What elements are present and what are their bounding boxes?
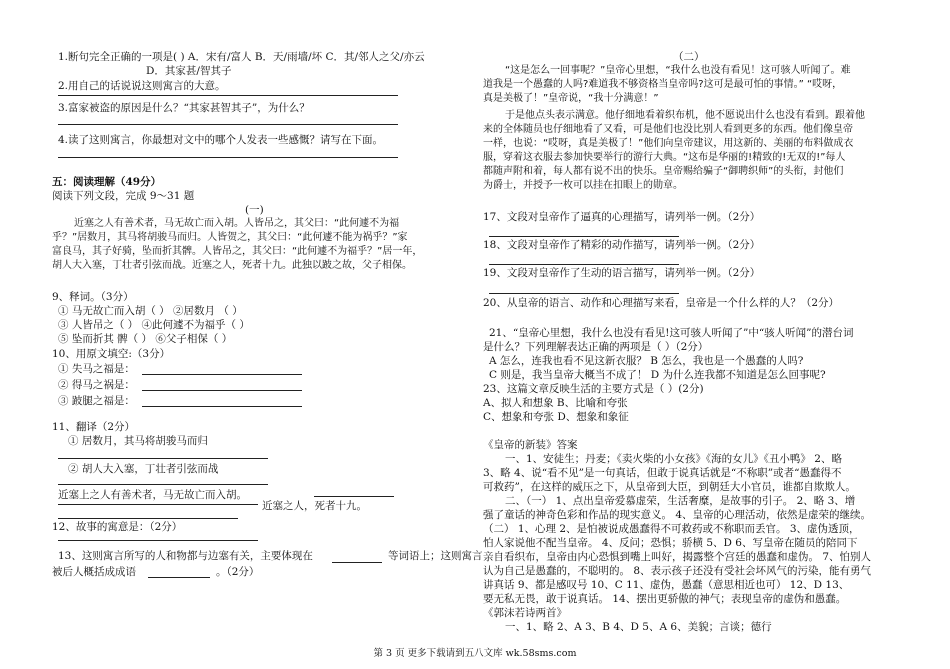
answer-line-text: （二） 1、心理 2、是怕被说成愚蠢得不可救药或不称职而丢官。 3、虚伪透顶，: [483, 523, 860, 535]
question-11: 11、翻译（2分）: [52, 421, 136, 433]
question-21-option: C 则是，我当皇帝大概当不成了！ D 为什么连我都不知道是怎么回事呢?: [489, 369, 826, 381]
question-19: 19、文段对皇帝作了生动的语言描写，请列举一例。（2分）: [483, 267, 761, 279]
question-10-item: ② 得马之祸是：: [58, 379, 135, 391]
answer-line: [314, 496, 394, 497]
answer-line-text: 强了童话的神奇色彩和作品的现实意义。 4、皇帝的心理活动，依然是虚荣的继续。: [483, 509, 872, 521]
part-1-heading: (一): [245, 204, 264, 216]
passage-line: 乎？”居数月，其马将胡骏马而归。人皆贺之，其父曰：“此何遽不能为祸乎？”家: [52, 232, 408, 243]
answer-line: [489, 264, 679, 265]
question-21-cont: 是什么？下列理解表达正确的两项是（ ）（2分）: [483, 341, 709, 353]
answer-line-text: 要无私无畏，敢于说真话。 14、摆出更骄傲的神气；表现皇帝的虚伪和愚蠢。: [483, 593, 847, 605]
answer-line: [58, 124, 398, 125]
question-21-option: A 怎么，连我也看不见这新衣服？ B 怎么，我也是一个愚蠢的人吗?: [489, 355, 804, 367]
question-9-item: ① 马无故亡而入胡（ ） ②居数月 （ ）: [58, 305, 243, 317]
answer-line: [58, 540, 258, 541]
question-23-option: A、拟人和想象 B、比喻和夸张: [483, 397, 628, 409]
answer-line: [58, 518, 238, 519]
question-13: 13、这则寓言所写的人和物都与边塞有关，主要体现在: [58, 550, 313, 562]
answer-line: [58, 504, 258, 505]
passage-line: 胡人大入塞，丁壮者引弦而战。近塞之人，死者十九。此独以跛之故，父子相保。: [52, 260, 412, 271]
answer-line: [142, 374, 302, 375]
passage-line: 都随声附和着，每人都有说不出的快乐。皇帝赐给骗子“御聘织师”的头衔，封他们: [483, 166, 844, 177]
question-17: 17、文段对皇帝作了逼真的心理描写，请列举一例。（2分）: [483, 211, 761, 223]
answer-line-text: 3、略 4、说“看不见”是一句真话，但敢于说真话就是“不称职”或者“愚蠢得不: [483, 467, 842, 479]
answer-line: [58, 458, 268, 459]
question-4: 4.读了这则寓言，你最想对文中的哪个人发表一些感慨？请写在下面。: [58, 134, 384, 146]
answer-line-text: 二、（一） 1、点出皇帝爱慕虚荣，生活奢糜，是故事的引子。 2、略 3、增: [505, 495, 856, 507]
answer-line-text: 讲真话 9、都是感叹号 10、C 11、虚伪，愚蠢（意思相近也可） 12、D 13、: [483, 579, 850, 591]
answer-section-title: 《郭沫若诗两首》: [483, 607, 567, 619]
answer-line: [58, 157, 398, 158]
answer-line-text: 一、1、安徒生；丹麦；《卖火柴的小女孩》《海的女儿》《丑小鸭》 2、略: [505, 453, 842, 465]
answer-line: [489, 236, 679, 237]
section-5-instruction: 阅读下列文段，完成 9～31 题: [52, 190, 195, 202]
question-9: 9、释词。（3分）: [52, 291, 134, 303]
question-9-item: ⑤ 坠而折其 髀（ ） ⑥父子相保（ ）: [58, 333, 233, 345]
answer-line-text: 怕人家说他不配当皇帝。 4、反问；恐惧；骄横 5、D 6、写皇帝在随员的陪同下: [483, 537, 858, 549]
passage-line: 真是美极了！”皇帝说，“我十分满意！”: [483, 93, 659, 104]
answer-line: [58, 95, 398, 96]
section-5-title: 五：阅读理解（49分）: [52, 176, 162, 188]
passage-line: 近塞之人有善术者，马无故亡而入胡。人皆吊之，其父曰：“此何遽不为福: [74, 218, 400, 229]
passage-line: 来的全体随员也仔细地看了又看，可是他们也没比别人看到更多的东西。他们像皇帝: [483, 124, 853, 135]
question-21: 21、“皇帝心里想，我什么也没有看见!这可骇人听闻了”中“骇人听闻”的潜台词: [489, 327, 854, 339]
answer-line: [142, 406, 302, 407]
passage-line: 一样，也说：“哎呀，真是美极了！”他们向皇帝建议，用这新的、美丽的布料做成衣: [483, 138, 854, 149]
page-footer: 第 3 页 更多下载请到五八文库 wk.58sms.com: [373, 648, 577, 659]
answer-line-text: 一、1、略 2、A 3、B 4、D 5、A 6、美貌；言谈；德行: [505, 621, 772, 633]
question-11-item: 近塞上之人有善术者，马无故亡而入胡。: [58, 489, 247, 501]
question-11-item: 近塞之人，死者十九。: [262, 500, 367, 512]
question-10: 10、用原文填空:（3分）: [52, 348, 171, 360]
passage-line: “这是怎么一回事呢？”皇帝心里想，“我什么也没有看见！这可骇人听闻了。难: [505, 65, 851, 76]
question-12: 12、故事的寓意是：（2分）: [52, 521, 183, 533]
question-10-item: ③ 跛腿之福是：: [58, 395, 135, 407]
part-2-heading: （二）: [673, 51, 705, 63]
question-1: 1.断句完全正确的一项是( ) A．宋有/富人 B．天/雨墙/坏 C．其/邻人之父/亦云: [58, 51, 425, 63]
question-13-cont: 被后人概括成成语: [52, 566, 136, 578]
question-11-item: ② 胡人大入塞，丁壮者引弦而战: [68, 463, 219, 475]
question-13-cont: 。（2分）: [216, 566, 260, 578]
passage-line: 于是他点头表示满意。他仔细地看着织布机，他不愿说出什么也没有看到。跟着他: [505, 110, 865, 121]
answer-key-title: 《皇帝的新装》答案: [483, 439, 578, 451]
question-18: 18、文段对皇帝作了精彩的动作描写，请列举一例。（2分）: [483, 239, 761, 251]
question-3: 3.富家被盗的原因是什么？“其家甚智其子”，为什么？: [58, 102, 310, 114]
answer-line-text: 可救药”，在这样的威压之下，从皇帝到大臣，到朝廷大小官员，谁都自欺欺人。: [483, 481, 856, 493]
answer-line-text: 认为自己是愚蠢的，不聪明的。 8、表示孩子还没有受社会坏风气的污染，能有勇气: [483, 565, 872, 577]
question-10-item: ① 失马之福是：: [58, 363, 135, 375]
passage-line: 富良马，其子好骑，坠而折其髀。人皆吊之，其父曰：“此何遽不为福乎？”居一年，: [52, 246, 423, 257]
question-9-item: ③ 人皆吊之（ ） ④此何遽不为福乎（ ）: [58, 319, 250, 331]
answer-line: [58, 484, 268, 485]
answer-line-text: 亲自看织布，皇帝由内心恐惧到嘴上叫好，揭露整个宫廷的愚蠢和虚伪。 7、怕别人: [483, 551, 872, 563]
passage-line: 为爵士，并授予一枚可以挂在扣眼上的勋章。: [483, 180, 683, 191]
answer-line: [142, 390, 302, 391]
passage-line: 道我是一个愚蠢的人吗?难道我不够资格当皇帝吗?这可是最可怕的事情。” “哎呀，: [483, 79, 843, 90]
answer-line: [148, 577, 210, 578]
question-13-cont: 等词语上；这则寓言: [388, 550, 483, 562]
question-1-option-d: D．其家甚/智其子: [146, 65, 232, 77]
answer-line: [332, 562, 382, 563]
question-23-option: C、想象和夸张 D、想象和象征: [483, 411, 629, 423]
question-2: 2.用自己的话说说这则寓言的大意。: [58, 80, 226, 92]
passage-line: 服，穿着这衣服去参加快要举行的游行大典。“这布是华丽的!精致的!无双的!”每人: [483, 152, 846, 163]
question-20: 20、从皇帝的语言、动作和心理描写来看，皇帝是一个什么样的人？（2分）: [483, 297, 840, 309]
answer-line: [489, 293, 679, 294]
question-11-item: ① 居数月，其马将胡骏马而归: [68, 435, 208, 447]
question-23: 23、这篇文章反映生活的主要方式是（ ）(2分): [483, 383, 704, 395]
